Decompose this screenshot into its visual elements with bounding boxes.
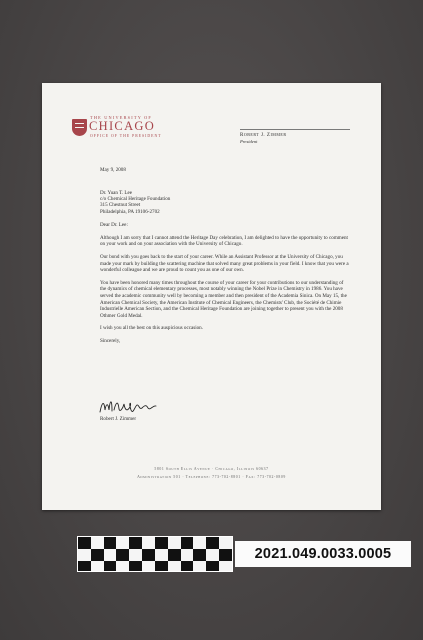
paragraph: Although I am sorry that I cannot attend the Heritage Day celebration, I am delighted to have the opportunity to comment on your work and on your association with the University of Chicago. — [100, 234, 348, 248]
address-line: Philadelphia, PA 19106-2702 — [100, 208, 160, 215]
salutation: Dear Dr. Lee: — [100, 222, 128, 229]
signed-name: Robert J. Zimmer — [100, 416, 137, 422]
letter-date: May 9, 2008 — [100, 167, 126, 173]
accession-number-label: 2021.049.0033.0005 — [235, 541, 411, 567]
footer-address: 5801 South Ellis Avenue · Chicago, Illinois 60637 — [154, 467, 269, 471]
letter-page — [42, 83, 381, 510]
address-line: c/o Chemical Heritage Foundation — [100, 196, 171, 202]
university-logo — [72, 115, 192, 145]
letter-footer — [42, 467, 381, 483]
sender-block — [240, 129, 350, 144]
logo-university-small: THE UNIVERSITY OF — [90, 115, 153, 120]
sender-title: President — [240, 139, 258, 144]
address-line: 315 Chestnut Street — [100, 202, 141, 209]
sender-name: Robert J. Zimmer — [240, 133, 287, 138]
letter-body — [100, 167, 350, 345]
color-calibration-checkerboard — [77, 536, 233, 572]
shield-icon — [72, 119, 87, 136]
paragraph: I wish you all the best on this auspicious occasion. — [100, 325, 203, 332]
handwritten-signature — [98, 396, 168, 416]
recipient-address — [100, 190, 350, 216]
paragraph: Our bond with you goes back to the start of your career. While an Assistant Professor at the University of Chicago, you made your mark by building the scattering machine that solved many great problems in your field. I know that you were a wonderful colleague and we are proud to count you as one of our own. — [100, 254, 349, 274]
paragraph: You have been honored many times throughout the course of your career for your contributions to our understanding of the dynamics of chemical elementary processes, most notably winning the Nobel Prize in Chemistry in 1986. You have served the academic community well by becoming a member and then president of the Academia Sinica. On May 15, the American Chemical Society, the American Institute of Chemical Engineers, the Chemists' Club, the Société de Chimie Industrielle American Section, and the Chemical Heritage Foundation are joining together to present you with the 2008 Othmer Gold Medal. — [100, 279, 347, 319]
logo-office-line: OFFICE OF THE PRESIDENT — [90, 134, 162, 138]
logo-university-main: CHICAGO — [89, 119, 156, 133]
footer-contact: Administration 501 · Telephone: 773-702-8801 · Fax: 773-702-0809 — [137, 475, 286, 479]
closing: Sincerely, — [100, 337, 121, 344]
address-line: Dr. Yuan T. Lee — [100, 189, 133, 196]
